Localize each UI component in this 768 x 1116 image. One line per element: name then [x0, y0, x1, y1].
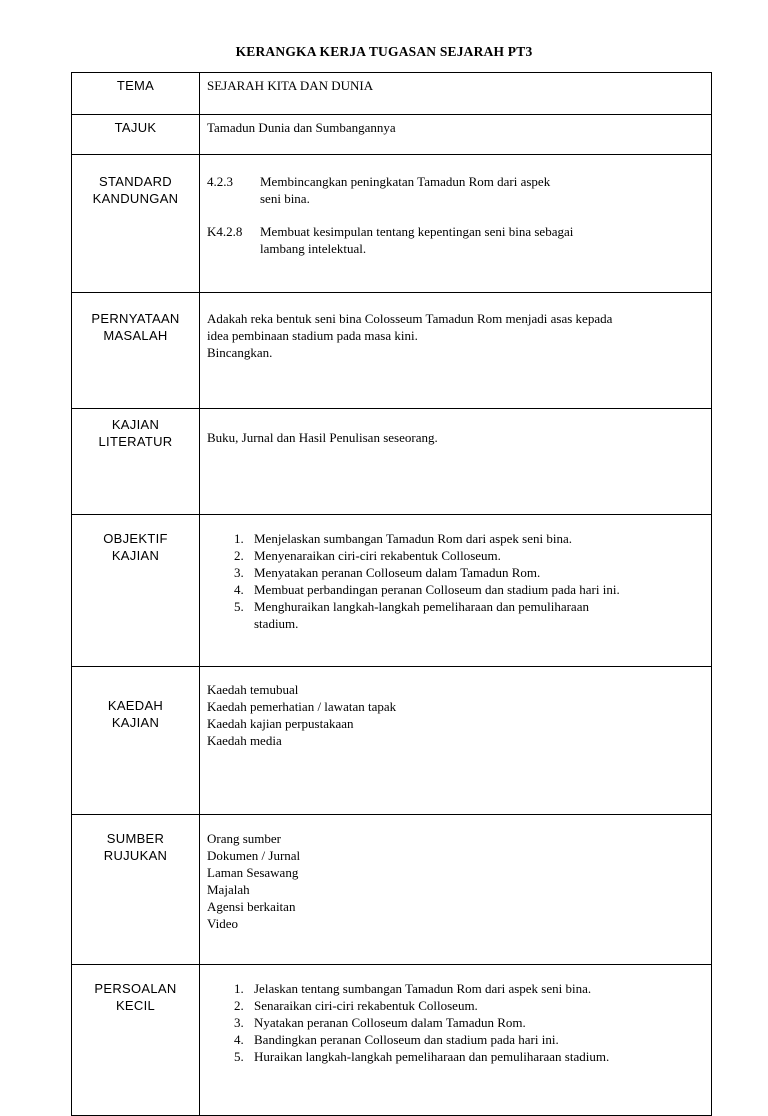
row-label-sumber-rujukan [72, 815, 200, 965]
label-line: RUJUKAN [103, 848, 168, 863]
row-label-tema: TEMA [72, 73, 200, 115]
table-row-sumber-rujukan [72, 815, 712, 965]
label-line: OBJEKTIF [103, 531, 168, 546]
row-label-persoalan-kecil [72, 965, 200, 1116]
source-item: Agensi berkaitan [207, 899, 296, 914]
list-item: 1. Menjelaskan sumbangan Tamadun Rom dari aspek seni bina. [234, 531, 572, 546]
table-row-kaedah-kajian [72, 667, 712, 815]
standard-text: seni bina. [260, 191, 310, 206]
source-item: Video [207, 916, 238, 931]
method-item: Kaedah media [207, 733, 282, 748]
row-value-kajian-literatur: Buku, Jurnal dan Hasil Penulisan seseorang. [200, 409, 712, 515]
label-line: MASALAH [103, 328, 168, 343]
table-row-kajian-literatur [72, 409, 712, 515]
source-item: Laman Sesawang [207, 865, 299, 880]
list-item: 2. Menyenaraikan ciri-ciri rekabentuk Colloseum. [234, 548, 501, 563]
method-item: Kaedah pemerhatian / lawatan tapak [207, 699, 397, 714]
label-line: PERNYATAAN [91, 311, 180, 326]
list-item: 5. Menghuraikan langkah-langkah pemeliharaan dan pemuliharaan stadium. [234, 599, 589, 631]
list-item: 3. Menyatakan peranan Colloseum dalam Tamadun Rom. [234, 565, 541, 580]
row-value-persoalan-kecil [200, 965, 712, 1116]
list-item: 4. Bandingkan peranan Colloseum dan stadium pada hari ini. [234, 1032, 559, 1047]
standard-text: Membincangkan peningkatan Tamadun Rom dari aspek [260, 174, 551, 189]
row-label-pernyataan-masalah [72, 293, 200, 409]
label-line: KECIL [115, 998, 156, 1013]
label-line: KAJIAN [111, 548, 160, 563]
list-item: 4. Membuat perbandingan peranan Colloseum dan stadium pada hari ini. [234, 582, 620, 597]
row-value-objektif-kajian [200, 515, 712, 667]
table-row-standard-kandungan [72, 155, 712, 293]
standard-code: K4.2.8 [207, 224, 243, 239]
label-line: KAEDAH [107, 698, 164, 713]
problem-text: idea pembinaan stadium pada masa kini. [207, 328, 418, 343]
source-item: Majalah [207, 882, 250, 897]
standard-text: lambang intelektual. [260, 241, 367, 256]
standard-text: Membuat kesimpulan tentang kepentingan seni bina sebagai [260, 224, 574, 239]
label-line: PERSOALAN [94, 981, 177, 996]
standard-item [207, 173, 705, 207]
label-line: KAJIAN [111, 715, 160, 730]
row-value-kaedah-kajian [200, 667, 712, 815]
list-item: 2. Senaraikan ciri-ciri rekabentuk Colloseum. [234, 998, 478, 1013]
question-list [207, 980, 705, 1065]
row-label-tajuk: TAJUK [72, 115, 200, 155]
problem-text: Adakah reka bentuk seni bina Colosseum Tamadun Rom menjadi asas kepada [207, 311, 613, 326]
row-value-tajuk: Tamadun Dunia dan Sumbangannya [200, 115, 712, 155]
row-label-kaedah-kajian [72, 667, 200, 815]
label-line: KAJIAN [111, 417, 160, 432]
document-title: KERANGKA KERJA TUGASAN SEJARAH PT3 [235, 44, 533, 59]
list-item: 3. Nyatakan peranan Colloseum dalam Tamadun Rom. [234, 1015, 526, 1030]
row-label-objektif-kajian [72, 515, 200, 667]
label-line: LITERATUR [98, 434, 173, 449]
table-row-tajuk [72, 115, 712, 155]
row-value-standard-kandungan [200, 155, 712, 293]
standard-item [207, 223, 705, 257]
method-item: Kaedah kajian perpustakaan [207, 716, 354, 731]
source-item: Dokumen / Jurnal [207, 848, 301, 863]
list-item: 5. Huraikan langkah-langkah pemeliharaan dan pemuliharaan stadium. [234, 1049, 610, 1064]
label-line: STANDARD [99, 174, 172, 189]
row-label-standard-kandungan [72, 155, 200, 293]
table-row-persoalan-kecil [72, 965, 712, 1116]
list-item: 1. Jelaskan tentang sumbangan Tamadun Rom dari aspek seni bina. [234, 981, 592, 996]
table-row-objektif-kajian [72, 515, 712, 667]
problem-text: Bincangkan. [207, 345, 273, 360]
row-value-pernyataan-masalah [200, 293, 712, 409]
row-label-kajian-literatur [72, 409, 200, 515]
table-row-tema [72, 73, 712, 115]
row-value-sumber-rujukan [200, 815, 712, 965]
standard-code: 4.2.3 [207, 174, 233, 189]
objective-list [207, 530, 705, 632]
source-item: Orang sumber [207, 831, 282, 846]
method-item: Kaedah temubual [207, 682, 299, 697]
framework-table [71, 72, 712, 1116]
row-value-tema: SEJARAH KITA DAN DUNIA [200, 73, 712, 115]
label-line: SUMBER [106, 831, 165, 846]
table-row-pernyataan-masalah [72, 293, 712, 409]
label-line: KANDUNGAN [92, 191, 179, 206]
